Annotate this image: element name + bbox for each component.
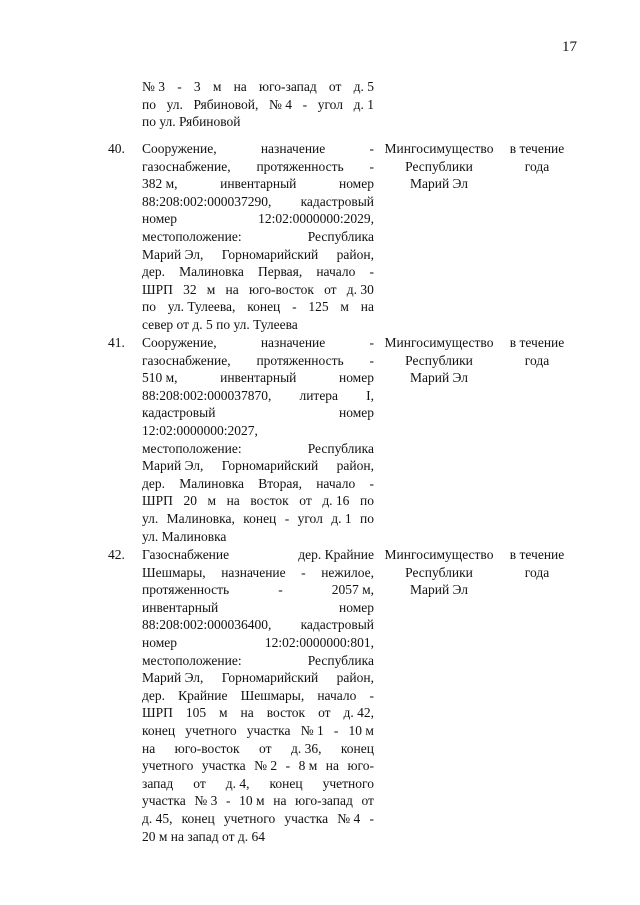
row-number: 40. xyxy=(108,141,125,156)
word: от xyxy=(324,281,337,297)
word: учетного xyxy=(142,758,194,774)
row-term xyxy=(502,140,572,175)
text-line xyxy=(142,775,374,793)
word: на xyxy=(273,793,287,809)
text-line xyxy=(142,352,374,370)
row-owner xyxy=(376,140,502,193)
word: от xyxy=(318,705,331,721)
word: Малиновка, xyxy=(166,510,235,526)
page-number: 17 xyxy=(562,39,577,55)
text-line xyxy=(142,78,374,96)
row-term xyxy=(502,546,572,581)
owner-line: Мингосимущество xyxy=(384,335,494,350)
row-description xyxy=(142,334,374,545)
word: местоположение: xyxy=(142,440,242,456)
word: д. 45, xyxy=(142,810,173,826)
owner-line: Марий Эл xyxy=(409,176,469,192)
text-line xyxy=(142,528,374,546)
text-line xyxy=(142,457,374,475)
word: 12:02:0000000:2027, xyxy=(142,422,258,438)
word: на xyxy=(233,79,247,94)
word: м xyxy=(340,299,349,315)
word: местоположение: xyxy=(142,228,242,244)
word: д. 1 xyxy=(353,96,374,112)
text-line xyxy=(142,422,374,440)
word: протяженность xyxy=(142,582,230,598)
word: район, xyxy=(336,246,374,262)
word: от xyxy=(299,493,312,509)
text-line xyxy=(142,634,374,652)
word: север от д. 5 по ул. Тулеева xyxy=(142,316,298,332)
word: по xyxy=(359,493,374,509)
word: номер xyxy=(338,599,374,615)
word: юго-восток xyxy=(248,281,314,297)
word: учетного xyxy=(223,810,276,826)
word: ул. Тулеева, xyxy=(167,299,236,315)
text-line xyxy=(142,193,374,211)
word: № 2 xyxy=(254,758,278,774)
word: протяженность xyxy=(256,158,344,174)
row-owner xyxy=(376,334,502,387)
word: участка xyxy=(142,793,186,809)
row-number: 41. xyxy=(108,335,125,350)
text-line xyxy=(142,792,374,810)
word: Республика xyxy=(307,652,374,668)
word: - xyxy=(284,510,290,526)
word: на xyxy=(226,493,240,509)
text-line xyxy=(142,810,374,828)
word: Шешмары, xyxy=(240,687,305,703)
text-line xyxy=(142,387,374,405)
word: восток xyxy=(266,705,306,721)
word: по xyxy=(360,510,374,526)
text-line xyxy=(142,369,374,387)
word: м xyxy=(219,705,228,721)
word: д. 1 xyxy=(331,510,352,526)
word: инвентарный xyxy=(220,176,297,192)
word: Марий Эл, xyxy=(142,670,204,686)
word: Горномарийский xyxy=(221,670,319,686)
word: назначение xyxy=(221,564,286,580)
word: Первая, xyxy=(257,264,303,280)
word: - xyxy=(369,475,374,491)
word: - xyxy=(301,564,306,580)
word: назначение xyxy=(260,335,326,350)
owner-line: Республики xyxy=(405,352,473,368)
text-line xyxy=(142,96,374,114)
word: на xyxy=(360,299,374,315)
word: 105 xyxy=(185,705,207,721)
text-line xyxy=(142,175,374,193)
word: начало xyxy=(317,687,357,703)
word: - xyxy=(369,335,374,350)
word: 3 xyxy=(193,79,201,94)
word: дер. xyxy=(142,687,165,703)
word: 8 м xyxy=(298,758,318,774)
word: юго-запад xyxy=(258,79,317,94)
word: конец xyxy=(269,775,303,791)
text-line xyxy=(142,334,374,352)
text-line xyxy=(142,652,374,670)
word: район, xyxy=(336,458,374,474)
word: газоснабжение, xyxy=(142,352,231,368)
word: - xyxy=(177,79,182,94)
text-line xyxy=(142,599,374,617)
word: ШРП xyxy=(142,493,173,509)
term-line: в течение xyxy=(509,335,565,350)
word: номер xyxy=(142,634,178,650)
text-line xyxy=(142,510,374,528)
word: конец xyxy=(340,740,374,756)
word: на xyxy=(325,758,339,774)
owner-line: Мингосимущество xyxy=(384,141,494,156)
word: - xyxy=(369,810,374,826)
word: ШРП xyxy=(142,281,173,297)
word: - xyxy=(285,758,291,774)
text-line xyxy=(142,704,374,722)
word: Горномарийский xyxy=(221,246,319,262)
text-line xyxy=(142,113,374,131)
word: кадастровый xyxy=(300,617,374,633)
word: номер xyxy=(338,176,374,192)
text-line xyxy=(142,722,374,740)
owner-line: Республики xyxy=(405,564,473,580)
word: Малиновка xyxy=(179,264,244,280)
word: Газоснабжение xyxy=(142,547,230,562)
text-line xyxy=(142,246,374,264)
word: участка xyxy=(201,758,246,774)
word: юго-запад xyxy=(295,793,353,809)
word: угол xyxy=(317,96,343,112)
row-term xyxy=(502,334,572,369)
word: номер xyxy=(338,370,374,386)
word: номер xyxy=(338,405,374,421)
word: Республика xyxy=(307,228,374,244)
text-line xyxy=(142,281,374,299)
term-line: в течение xyxy=(509,141,565,156)
word: Сооружение, xyxy=(142,141,217,156)
word: нежилое, xyxy=(321,564,374,580)
word: по xyxy=(142,299,156,315)
word: от xyxy=(259,740,272,756)
word: кадастровый xyxy=(142,405,216,421)
word: ШРП xyxy=(142,705,173,721)
word: участка xyxy=(284,810,329,826)
word: - xyxy=(278,582,283,598)
word: Шешмары, xyxy=(142,564,206,580)
term-line: года xyxy=(524,352,550,368)
word: д. 42, xyxy=(343,705,374,721)
word: газоснабжение, xyxy=(142,158,231,174)
word: Горномарийский xyxy=(221,458,319,474)
word: конец xyxy=(247,299,281,315)
word: Рябиновой, xyxy=(193,96,259,112)
word: 12:02:0000000:2029, xyxy=(258,211,374,227)
word: юго- xyxy=(347,758,374,774)
word: Марий Эл, xyxy=(142,246,204,262)
word: 32 xyxy=(183,281,197,297)
word: д. 36, xyxy=(290,740,322,756)
word: участка xyxy=(246,722,291,738)
word: дер. Крайние xyxy=(298,547,374,562)
word: конец xyxy=(243,510,277,526)
text-line xyxy=(142,228,374,246)
text-line xyxy=(142,546,374,564)
owner-line: Марий Эл xyxy=(409,582,469,598)
word: № 4 xyxy=(337,810,361,826)
word: - xyxy=(369,687,374,703)
word: от xyxy=(193,775,206,791)
text-line xyxy=(142,140,374,158)
word: номер xyxy=(142,211,178,227)
text-line xyxy=(142,669,374,687)
text-line xyxy=(142,404,374,422)
word: начало xyxy=(316,264,356,280)
word: на xyxy=(225,281,239,297)
word: - xyxy=(369,352,374,368)
word: 2057 м, xyxy=(331,582,374,598)
word: местоположение: xyxy=(142,652,242,668)
text-line xyxy=(142,475,374,493)
term-line: в течение xyxy=(509,547,565,562)
word: конец xyxy=(181,810,215,826)
word: - xyxy=(369,141,374,156)
text-line xyxy=(142,492,374,510)
word: начало xyxy=(316,475,356,491)
word: 20 м на запад от д. 64 xyxy=(142,828,265,844)
word: 10 м xyxy=(348,722,374,738)
word: - xyxy=(369,158,374,174)
text-line xyxy=(142,298,374,316)
word: угол xyxy=(297,510,323,526)
row-description xyxy=(142,546,374,845)
word: I, xyxy=(366,387,374,403)
word: учетного xyxy=(185,722,237,738)
word: район, xyxy=(336,670,374,686)
word: № 4 xyxy=(269,96,293,112)
row-number: 42. xyxy=(108,547,125,562)
word: учетного xyxy=(322,775,374,791)
word: от xyxy=(328,79,342,94)
text-line xyxy=(142,757,374,775)
term-line: года xyxy=(524,158,550,174)
owner-line: Марий Эл xyxy=(409,370,469,386)
word: на xyxy=(142,740,156,756)
word: д. 5 xyxy=(353,79,374,94)
text-line xyxy=(142,210,374,228)
word: № 1 xyxy=(300,722,324,738)
term-line: года xyxy=(524,564,550,580)
word: д. 30 xyxy=(346,281,374,297)
word: 20 xyxy=(183,493,197,509)
word: восток xyxy=(250,493,289,509)
word: № 3 xyxy=(194,793,218,809)
text-line xyxy=(142,263,374,281)
word: дер. xyxy=(142,475,165,491)
text-line xyxy=(142,828,374,846)
word: инвентарный xyxy=(142,599,219,615)
word: м xyxy=(207,493,217,509)
word: Вторая, xyxy=(258,475,302,491)
word: 510 м, xyxy=(142,370,178,386)
word: № 3 xyxy=(142,79,166,94)
word: Малиновка xyxy=(179,475,244,491)
word: м xyxy=(206,281,216,297)
word: инвентарный xyxy=(220,370,297,386)
word: Сооружение, xyxy=(142,335,217,350)
word: назначение xyxy=(260,141,326,156)
row-owner xyxy=(376,546,502,599)
text-line xyxy=(142,740,374,758)
word: от xyxy=(361,793,374,809)
word: - xyxy=(369,264,374,280)
word: - xyxy=(226,793,231,809)
text-line xyxy=(142,616,374,634)
word: 12:02:0000000:801, xyxy=(264,634,374,650)
word: 10 м xyxy=(239,793,265,809)
owner-line: Мингосимущество xyxy=(384,547,494,562)
owner-line: Республики xyxy=(405,158,473,174)
text-line xyxy=(142,158,374,176)
word: конец xyxy=(142,722,176,738)
word: 125 xyxy=(308,299,329,315)
word: Марий Эл, xyxy=(142,458,204,474)
word: литера xyxy=(299,387,339,403)
word: д. 16 xyxy=(322,493,350,509)
text-line xyxy=(142,581,374,599)
row-description xyxy=(142,140,374,334)
word: - xyxy=(333,722,339,738)
word: д. 4, xyxy=(225,775,250,791)
word: ул. xyxy=(166,96,183,112)
word: 88:208:002:000037870, xyxy=(142,387,272,403)
word: м xyxy=(212,79,222,94)
word: протяженность xyxy=(256,352,344,368)
word: на xyxy=(240,705,254,721)
word: кадастровый xyxy=(300,193,374,209)
text-line xyxy=(142,564,374,582)
word: юго-восток xyxy=(174,740,240,756)
word: 88:208:002:000036400, xyxy=(142,617,272,633)
word: дер. xyxy=(142,264,165,280)
word: по xyxy=(142,96,156,112)
word: Республика xyxy=(307,440,374,456)
word: ул. xyxy=(142,510,159,526)
word: 88:208:002:000037290, xyxy=(142,193,272,209)
word: ул. Малиновка xyxy=(142,528,227,544)
text-line xyxy=(142,687,374,705)
word: запад xyxy=(142,775,174,791)
word: - xyxy=(302,96,308,112)
word: Крайние xyxy=(178,687,228,703)
text-line xyxy=(142,316,374,334)
word: по ул. Рябиновой xyxy=(142,114,241,130)
text-line xyxy=(142,440,374,458)
word: - xyxy=(292,299,297,315)
continuation-text xyxy=(142,78,374,131)
word: 382 м, xyxy=(142,176,178,192)
